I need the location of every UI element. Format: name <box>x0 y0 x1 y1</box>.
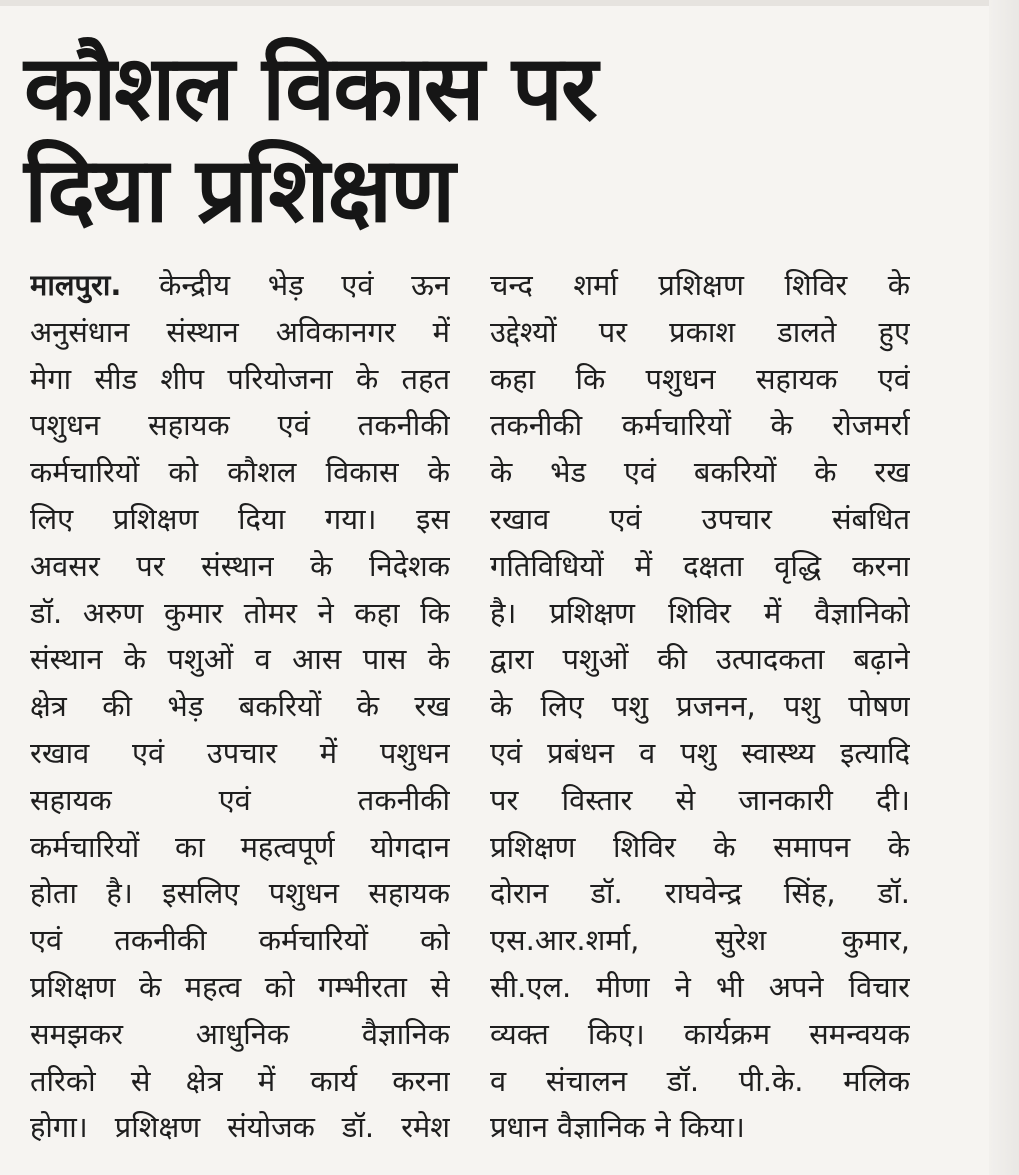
body-line: के लिए पशु प्रजनन, पशु पोषण <box>490 689 910 724</box>
body-line: होता है। इसलिए पशुधन सहायक <box>30 876 450 911</box>
body-line: उद्देश्यों पर प्रकाश डालते हुए <box>490 314 910 349</box>
headline-line-2: दिया प्रशिक्षण <box>24 138 454 243</box>
body-line: क्षेत्र की भेड़ बकरियों के रख <box>30 689 450 724</box>
body-line-text: केन्द्रीय भेड़ एवं ऊन <box>159 268 450 302</box>
body-line: द्वारा पशुओं की उत्पादकता बढ़ाने <box>490 642 910 677</box>
body-line: एस.आर.शर्मा, सुरेश कुमार, <box>490 923 910 958</box>
body-line: समझकर आधुनिक वैज्ञानिक <box>30 1016 450 1051</box>
body-line: गतिविधियों में दक्षता वृद्धि करना <box>490 548 910 583</box>
body-line: अवसर पर संस्थान के निदेशक <box>30 548 450 583</box>
body-line: पशुधन सहायक एवं तकनीकी <box>30 408 450 443</box>
body-line: होगा। प्रशिक्षण संयोजक डॉ. रमेश <box>30 1110 450 1145</box>
article-column-left <box>30 262 450 1151</box>
body-line: कर्मचारियों को कौशल विकास के <box>30 455 450 490</box>
body-line: तरिको से क्षेत्र में कार्य करना <box>30 1063 450 1098</box>
body-line: तकनीकी कर्मचारियों के रोजमर्रा <box>490 408 910 443</box>
body-line: है। प्रशिक्षण शिविर में वैज्ञानिको <box>490 595 910 630</box>
body-line: व्यक्त किए। कार्यक्रम समन्वयक <box>490 1016 910 1051</box>
body-line: एवं तकनीकी कर्मचारियों को <box>30 923 450 958</box>
body-line <box>30 262 450 309</box>
paper-top-edge <box>0 0 1019 6</box>
body-line: पर विस्तार से जानकारी दी। <box>490 782 910 817</box>
body-line: रखाव एवं उपचार में पशुधन <box>30 735 450 770</box>
article-column-right <box>490 262 910 1151</box>
body-line: व संचालन डॉ. पी.के. मलिक <box>490 1063 910 1098</box>
body-line: एवं प्रबंधन व पशु स्वास्थ्य इत्यादि <box>490 735 910 770</box>
body-line: सहायक एवं तकनीकी <box>30 782 450 817</box>
body-line: सी.एल. मीणा ने भी अपने विचार <box>490 969 910 1004</box>
body-line: रखाव एवं उपचार संबधित <box>490 501 910 536</box>
body-line: संस्थान के पशुओं व आस पास के <box>30 642 450 677</box>
body-line: मेगा सीड शीप परियोजना के तहत <box>30 361 450 396</box>
body-line: डॉ. अरुण कुमार तोमर ने कहा कि <box>30 595 450 630</box>
body-line: कहा कि पशुधन सहायक एवं <box>490 361 910 396</box>
body-line: लिए प्रशिक्षण दिया गया। इस <box>30 501 450 536</box>
body-line: प्रशिक्षण शिविर के समापन के <box>490 829 910 864</box>
body-line: चन्द शर्मा प्रशिक्षण शिविर के <box>490 268 910 302</box>
body-line: अनुसंधान संस्थान अविकानगर में <box>30 314 450 349</box>
headline-line-1: कौशल विकास पर <box>24 36 596 141</box>
paper-right-edge <box>989 0 1019 1175</box>
body-line: दोरान डॉ. राघवेन्द्र सिंह, डॉ. <box>490 876 910 911</box>
body-line: प्रशिक्षण के महत्व को गम्भीरता से <box>30 969 450 1004</box>
body-line: प्रधान वैज्ञानिक ने किया। <box>490 1110 745 1145</box>
dateline: मालपुरा. <box>30 268 122 302</box>
body-line: के भेड एवं बकरियों के रख <box>490 455 910 490</box>
headline <box>24 38 784 242</box>
body-line: कर्मचारियों का महत्वपूर्ण योगदान <box>30 829 450 864</box>
